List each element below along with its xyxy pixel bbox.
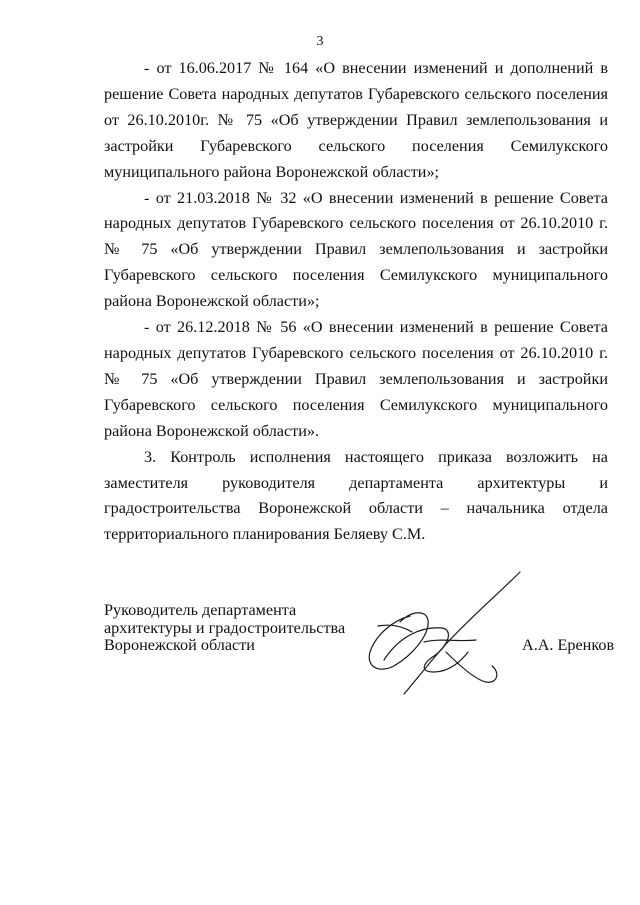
document-body: [104, 56, 608, 548]
amendment-item-2017: - от 16.06.2017 № 164 «О внесении изменений и дополнений в решение Совета народных депутатов Губаревского сельского поселения от 26.10.2010г. № 75 «Об утверждении Правил землепользования и застройки Губаревского сельского поселения Семилукского муниципального района Воронежской области»;: [104, 59, 608, 181]
amendment-item-2018-december: - от 26.12.2018 № 56 «О внесении изменений в решение Совета народных депутатов Губаревского сельского поселения от 26.10.2010 г. № 75 «Об утверждении Правил землепользования и застройки Губаревского сельского поселения Семилукского муниципального района Воронежской области».: [104, 318, 608, 440]
signer-position-line-1: Руководитель департамента: [104, 601, 297, 619]
signer-position-line-2: архитектуры и градостроительства: [104, 618, 346, 637]
signer-position-line-3: Воронежской области: [104, 636, 255, 654]
signer-name: А.А. Еренков: [522, 636, 615, 654]
page-number: 3: [316, 34, 324, 49]
amendment-item-2018-march: - от 21.03.2018 № 32 «О внесении изменений в решение Совета народных депутатов Губаревского сельского поселения от 26.10.2010 г. № 75 «Об утверждении Правил землепользования и застройки Губаревского сельского поселения Семилукского муниципального района Воронежской области»;: [104, 188, 608, 311]
handwritten-signature: [350, 568, 540, 708]
signer-position: [104, 602, 345, 655]
control-clause: 3. Контроль исполнения настоящего приказа возложить на заместителя руководителя департамента архитектуры и градостроительства Воронежской области – начальника отдела территориального планирования Беляеву С.М.: [104, 447, 608, 544]
